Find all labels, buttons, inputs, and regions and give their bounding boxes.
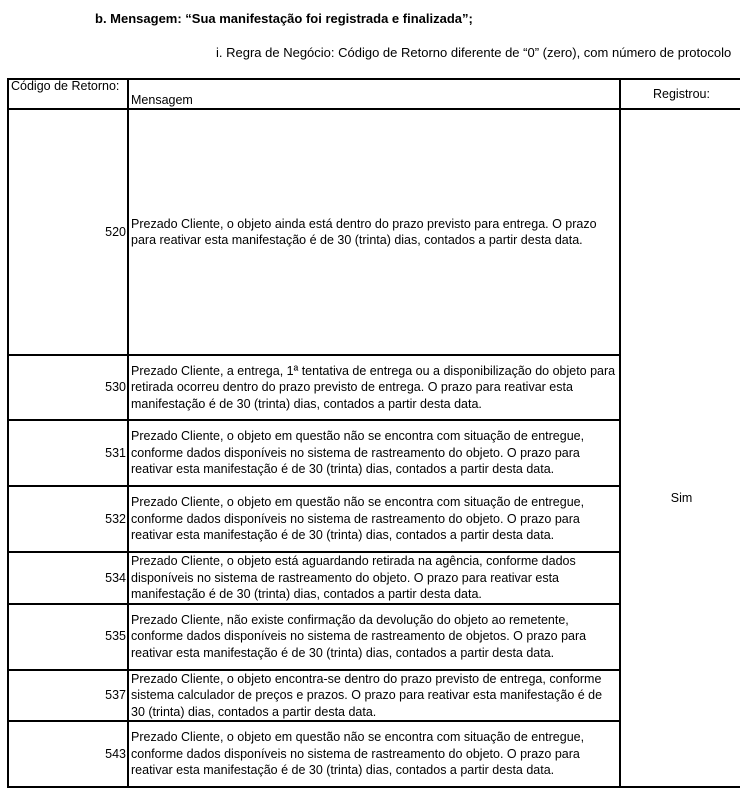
row-code: 532	[8, 486, 128, 552]
registered-value: Sim	[620, 109, 740, 787]
business-rule-subheading: i. Regra de Negócio: Código de Retorno diferente de “0” (zero), com número de protocolo	[216, 45, 732, 60]
row-message	[128, 486, 620, 552]
header-return-code: Código de Retorno:	[8, 79, 128, 109]
row-code: 537	[8, 670, 128, 722]
table-row	[8, 109, 740, 355]
row-code: 520	[8, 109, 128, 355]
row-message	[128, 670, 620, 722]
row-message-text: Prezado Cliente, o objeto em questão não se encontra com situação de entregue, conforme dados disponíveis no sistema de rastreamento do objeto. O prazo para reativar esta manifestação é de 30 (trinta) dias, contados a partir desta data.	[131, 429, 585, 477]
row-message	[128, 355, 620, 420]
row-message	[128, 109, 620, 355]
row-code: 530	[8, 355, 128, 420]
row-message	[128, 420, 620, 486]
row-message-text: Prezado Cliente, o objeto em questão não se encontra com situação de entregue, conforme dados disponíveis no sistema de rastreamento do objeto. O prazo para reativar esta manifestação é de 30 (trinta) dias, contados a partir desta data.	[131, 730, 585, 778]
row-message	[128, 604, 620, 670]
row-code: 531	[8, 420, 128, 486]
row-code: 535	[8, 604, 128, 670]
row-message	[128, 552, 620, 604]
row-message-text: Prezado Cliente, não existe confirmação da devolução do objeto ao remetente, conforme dados disponíveis no sistema de rastreamento de objetos. O prazo para reativar esta manifestação é de 30 (trinta) dias, contados a partir desta data.	[131, 612, 587, 660]
row-code: 534	[8, 552, 128, 604]
row-message-text: Prezado Cliente, o objeto está aguardando retirada na agência, conforme dados disponíveis no sistema de rastreamento do objeto. O prazo para reativar esta manifestação é de 30 (trinta) dias, contados a partir desta data.	[131, 554, 576, 601]
header-message: Mensagem	[128, 79, 620, 109]
row-code: 543	[8, 721, 128, 787]
section-heading: b. Mensagem: “Sua manifestação foi registrada e finalizada”;	[95, 11, 473, 26]
return-codes-table	[7, 78, 740, 788]
row-message-text: Prezado Cliente, o objeto encontra-se dentro do prazo previsto de entrega, conforme sistema calculador de preços e prazos. O prazo para reativar esta manifestação é de 30 (trinta) dias, contados a partir desta data.	[131, 671, 603, 719]
table-header-row	[8, 79, 740, 109]
header-registered: Registrou:	[620, 79, 740, 109]
row-message-text: Prezado Cliente, a entrega, 1ª tentativa de entrega ou a disponibilização do objeto para retirada ocorreu dentro do prazo previsto de entrega. O prazo para reativar esta manifestação é de 30 (trinta) dias, contados a partir desta data.	[131, 363, 616, 411]
row-message	[128, 721, 620, 787]
row-message-text: Prezado Cliente, o objeto em questão não se encontra com situação de entregue, conforme dados disponíveis no sistema de rastreamento do objeto. O prazo para reativar esta manifestação é de 30 (trinta) dias, contados a partir desta data.	[131, 495, 585, 543]
row-message-text: Prezado Cliente, o objeto ainda está dentro do prazo previsto para entrega. O prazo para reativar esta manifestação é de 30 (trinta) dias, contados a partir desta data.	[131, 216, 597, 247]
